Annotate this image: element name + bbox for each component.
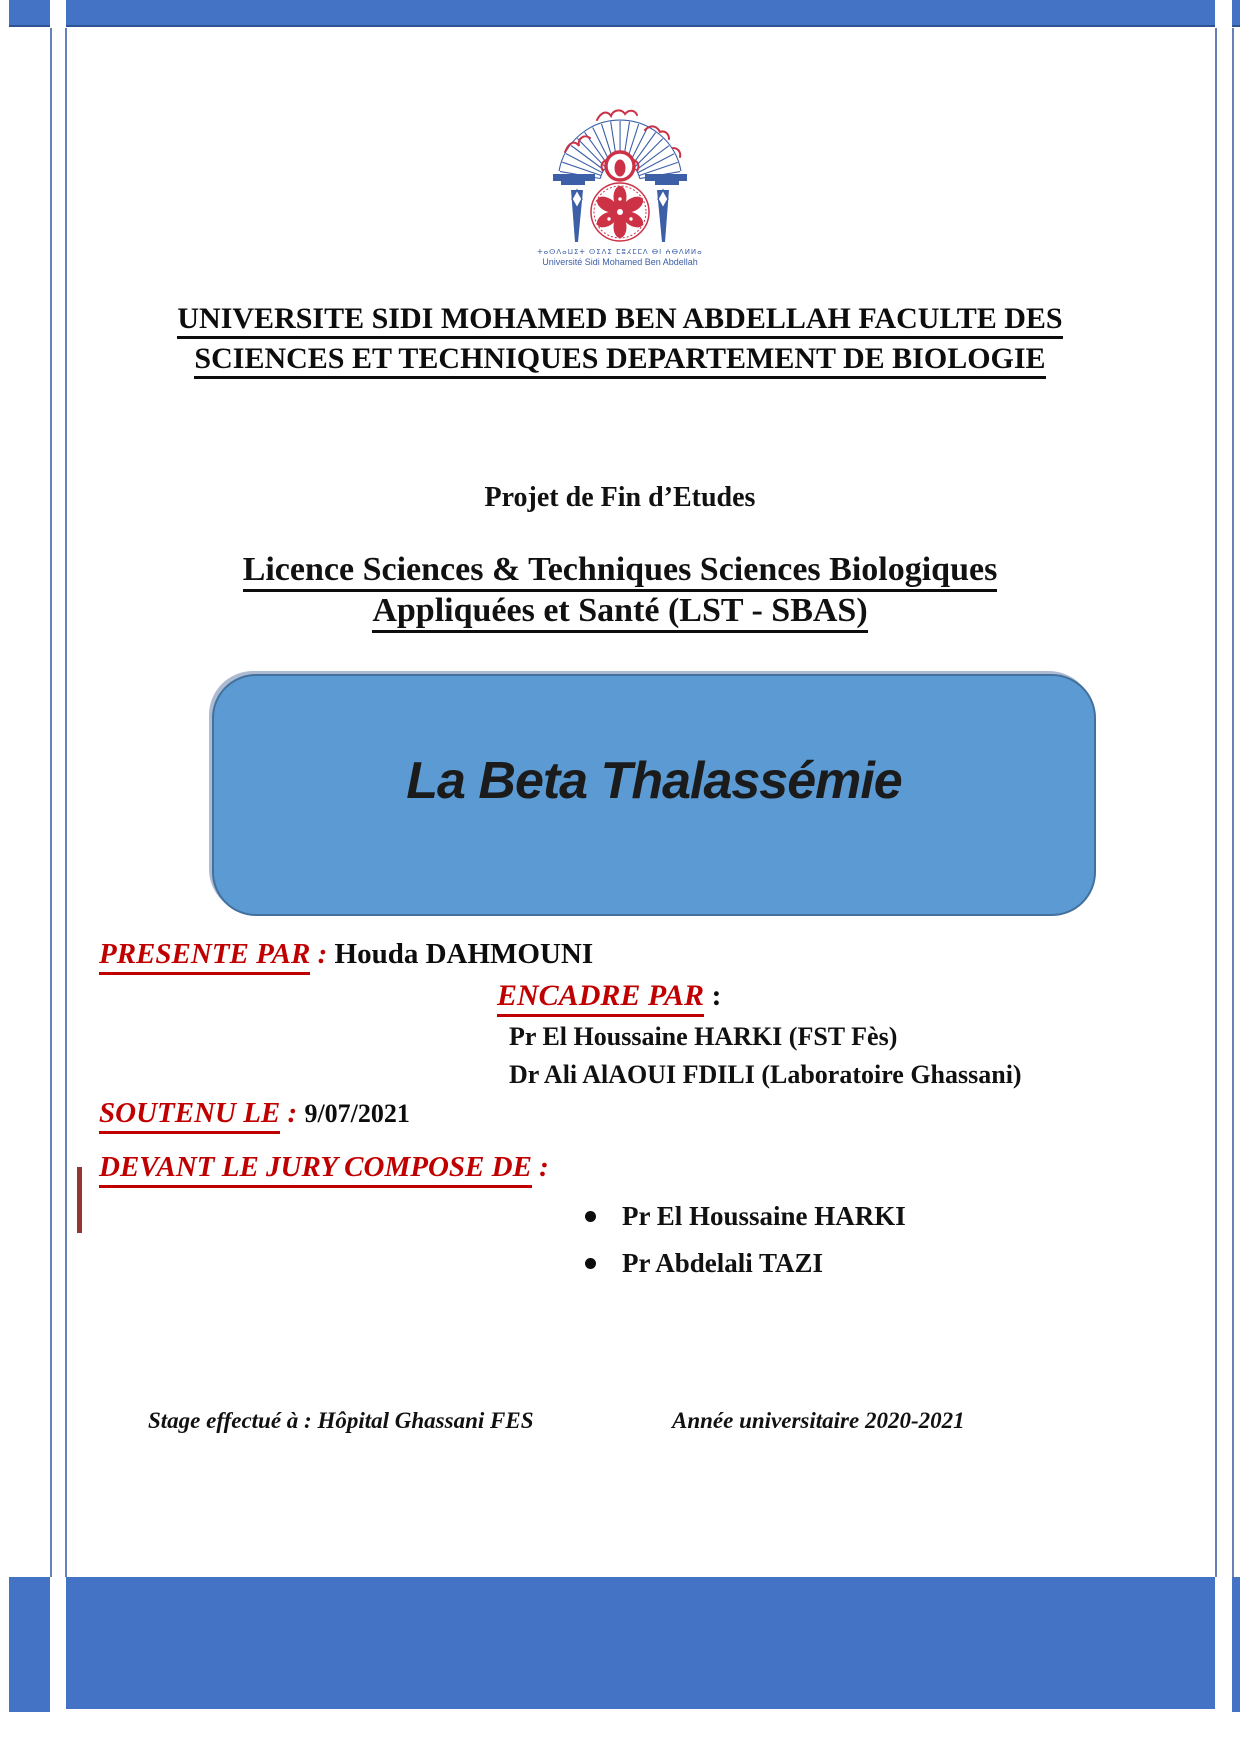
left-outer-rule xyxy=(50,28,52,1577)
supervised-by-label: ENCADRE PAR xyxy=(497,979,704,1017)
jury-heading xyxy=(99,1151,549,1184)
bullet-icon xyxy=(585,1258,596,1269)
logo-caption-latin: Université Sidi Mohamed Ben Abdellah xyxy=(542,257,698,267)
top-right-accent-square xyxy=(1232,0,1240,27)
author-name: Houda DAHMOUNI xyxy=(334,938,594,970)
program-heading xyxy=(110,549,1130,631)
jury-member-row xyxy=(585,1201,906,1232)
jury-list xyxy=(585,1201,906,1295)
university-emblem-icon xyxy=(545,90,695,248)
university-heading-line1: UNIVERSITE SIDI MOHAMED BEN ABDELLAH FACULTE DES xyxy=(177,302,1062,339)
university-heading xyxy=(110,299,1130,379)
university-heading-line2: SCIENCES ET TECHNIQUES DEPARTEMENT DE BIOLOGIE xyxy=(194,342,1045,379)
supervisor-2: Dr Ali AlAOUI FDILI (Laboratoire Ghassani) xyxy=(509,1060,1022,1089)
academic-year: Année universitaire 2020-2021 xyxy=(672,1408,965,1433)
bullet-icon xyxy=(585,1211,596,1222)
revision-change-bar xyxy=(77,1167,82,1233)
jury-label: DEVANT LE JURY COMPOSE DE xyxy=(99,1151,532,1188)
logo-medallion xyxy=(591,183,649,241)
bottom-accent-band xyxy=(66,1577,1215,1709)
footer-line xyxy=(0,1408,1240,1442)
jury-member-row xyxy=(585,1248,906,1279)
supervised-by-line xyxy=(497,979,722,1013)
supervisor-1: Pr El Houssaine HARKI (FST Fès) xyxy=(509,1022,898,1051)
presented-by-line xyxy=(99,938,593,971)
program-heading-line1: Licence Sciences & Techniques Sciences Biologiques xyxy=(243,551,998,592)
jury-colon: : xyxy=(531,1151,549,1183)
university-logo xyxy=(533,90,707,267)
right-outer-rule xyxy=(1232,28,1234,1577)
project-type-title: Projet de Fin d’Etudes xyxy=(484,482,756,513)
defense-date: 9/07/2021 xyxy=(304,1099,410,1128)
top-left-accent-square xyxy=(9,0,50,27)
logo-caption-tifinagh: ⵜⴰⵙⴷⴰⵡⵉⵜ ⵙⵉⴷⵉ ⵎⵓⵃⵎⵎⴷ ⴱⵏ ⵄⴱⴷⵍⵍⴰ xyxy=(537,248,703,256)
internship-location: Stage effectué à : Hôpital Ghassani FES xyxy=(148,1408,534,1433)
right-inner-rule xyxy=(1215,28,1217,1577)
main-title-box xyxy=(212,674,1096,916)
program-heading-line2: Appliquées et Santé (LST - SBAS) xyxy=(372,592,867,633)
defense-date-colon: : xyxy=(280,1097,298,1129)
top-accent-bar xyxy=(66,0,1215,27)
bottom-right-accent-block xyxy=(1232,1577,1240,1712)
defense-date-line xyxy=(99,1097,410,1130)
supervised-by-colon: : xyxy=(704,979,722,1012)
supervisor-list xyxy=(509,1018,1022,1094)
jury-member-1: Pr El Houssaine HARKI xyxy=(622,1201,906,1231)
bottom-left-accent-block xyxy=(9,1577,50,1712)
jury-member-2: Pr Abdelali TAZI xyxy=(622,1248,824,1278)
presented-by-colon: : xyxy=(310,938,328,970)
main-title: La Beta Thalassémie xyxy=(406,752,902,810)
presented-by-label: PRESENTE PAR xyxy=(99,938,310,975)
defense-date-label: SOUTENU LE xyxy=(99,1097,280,1134)
left-inner-rule xyxy=(65,28,67,1577)
